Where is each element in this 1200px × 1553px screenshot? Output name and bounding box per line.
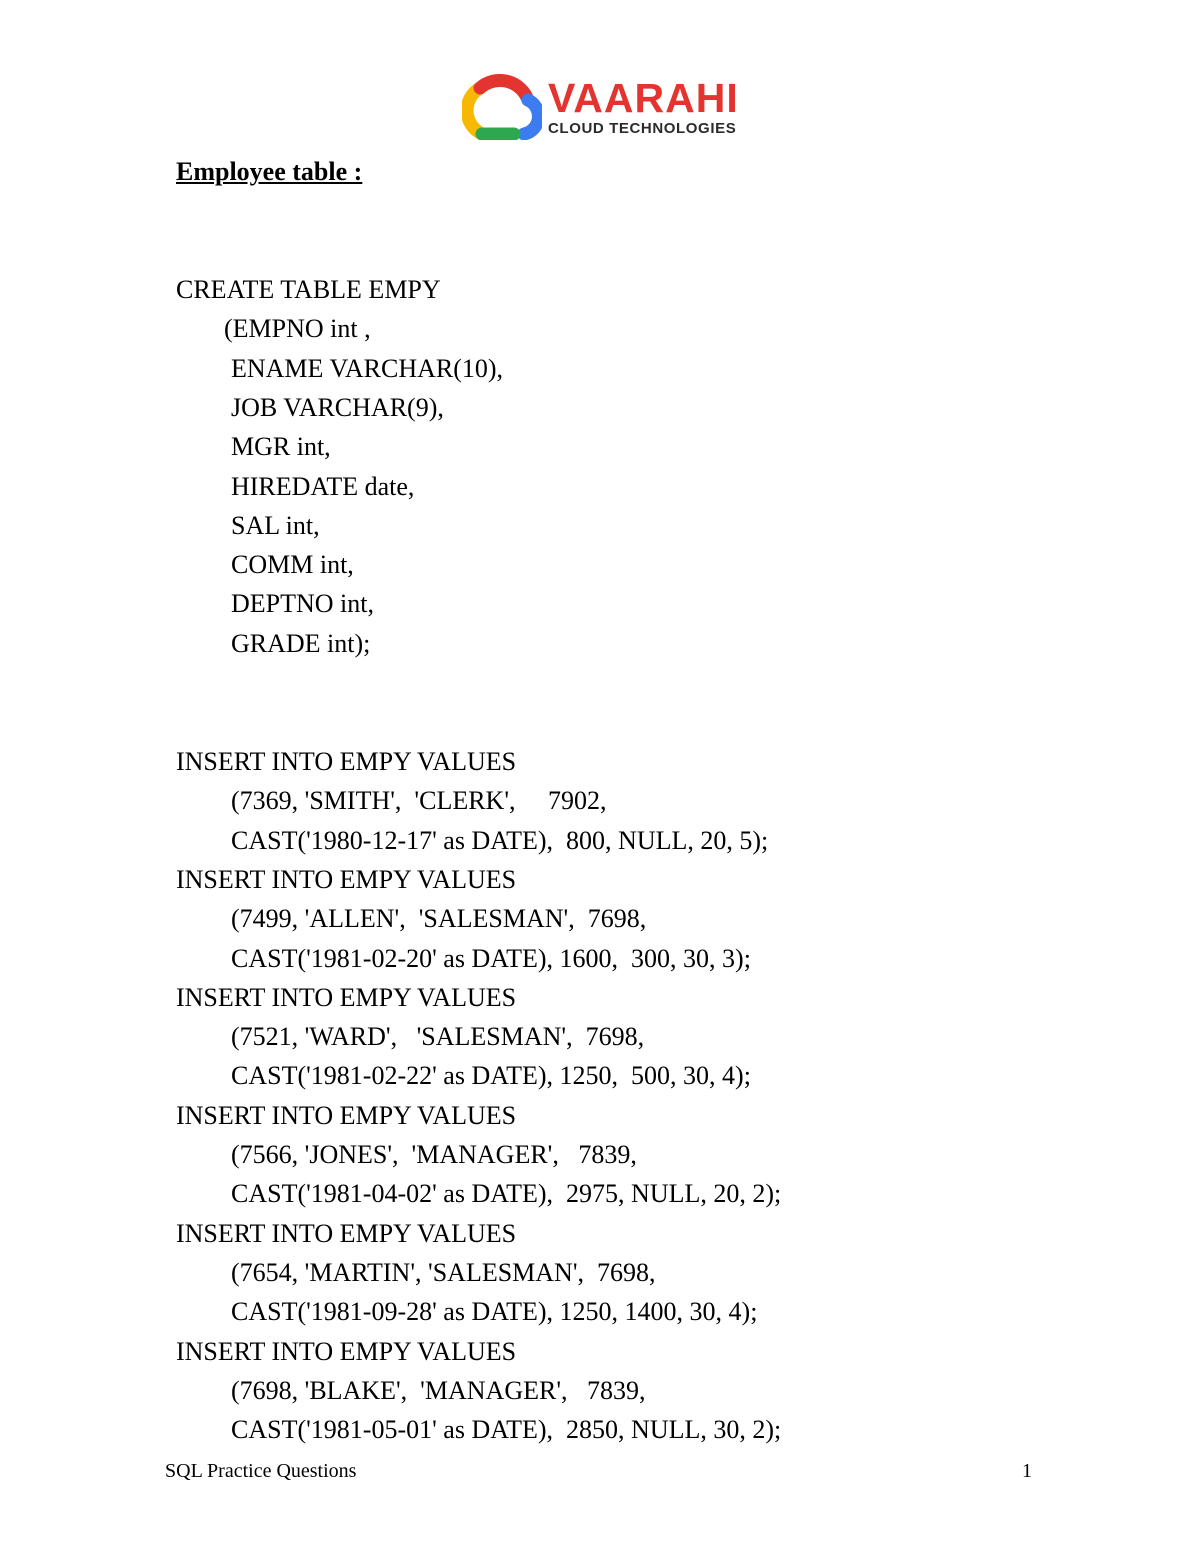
insert-values-line: (7654, 'MARTIN', 'SALESMAN', 7698, [231, 1258, 656, 1287]
insert-values-line: (7698, 'BLAKE', 'MANAGER', 7839, [231, 1376, 646, 1405]
insert-statement-line: INSERT INTO EMPY VALUES [176, 1337, 517, 1366]
insert-statement-line: INSERT INTO EMPY VALUES [176, 1219, 517, 1248]
column-definition-line: SAL int, [231, 511, 320, 540]
create-table-line: CREATE TABLE EMPY [176, 275, 441, 304]
cloud-logo-icon [462, 74, 542, 140]
column-definition-line: COMM int, [231, 550, 354, 579]
insert-statement-line: INSERT INTO EMPY VALUES [176, 1101, 517, 1130]
insert-statement-line: INSERT INTO EMPY VALUES [176, 747, 517, 776]
insert-statement-line: INSERT INTO EMPY VALUES [176, 865, 517, 894]
column-definition-line: MGR int, [231, 432, 331, 461]
insert-cast-line: CAST('1981-02-20' as DATE), 1600, 300, 30, 3); [231, 944, 751, 973]
vaarahi-logo [462, 72, 752, 144]
insert-cast-line: CAST('1980-12-17' as DATE), 800, NULL, 20, 5); [231, 826, 769, 855]
insert-values-line: (7566, 'JONES', 'MANAGER', 7839, [231, 1140, 637, 1169]
page-heading: Employee table : [176, 157, 363, 186]
column-definition-line: (EMPNO int , [224, 314, 371, 343]
column-definition-line: DEPTNO int, [231, 589, 374, 618]
footer-title: SQL Practice Questions [165, 1460, 357, 1482]
brand-name: VAARAHI [548, 75, 739, 121]
insert-cast-line: CAST('1981-09-28' as DATE), 1250, 1400, 30, 4); [231, 1297, 758, 1326]
column-definition-line: ENAME VARCHAR(10), [231, 354, 504, 383]
page-number: 1 [1022, 1460, 1032, 1482]
insert-cast-line: CAST('1981-02-22' as DATE), 1250, 500, 30, 4); [231, 1061, 751, 1090]
insert-values-line: (7369, 'SMITH', 'CLERK', 7902, [231, 786, 607, 815]
insert-values-line: (7521, 'WARD', 'SALESMAN', 7698, [231, 1022, 645, 1051]
column-definition-line: GRADE int); [231, 629, 371, 658]
insert-values-line: (7499, 'ALLEN', 'SALESMAN', 7698, [231, 904, 647, 933]
column-definition-line: HIREDATE date, [231, 472, 415, 501]
insert-statement-line: INSERT INTO EMPY VALUES [176, 983, 517, 1012]
insert-cast-line: CAST('1981-04-02' as DATE), 2975, NULL, 20, 2); [231, 1179, 782, 1208]
column-definition-line: JOB VARCHAR(9), [231, 393, 444, 422]
insert-cast-line: CAST('1981-05-01' as DATE), 2850, NULL, 30, 2); [231, 1415, 782, 1444]
brand-tagline: CLOUD TECHNOLOGIES [548, 120, 737, 137]
